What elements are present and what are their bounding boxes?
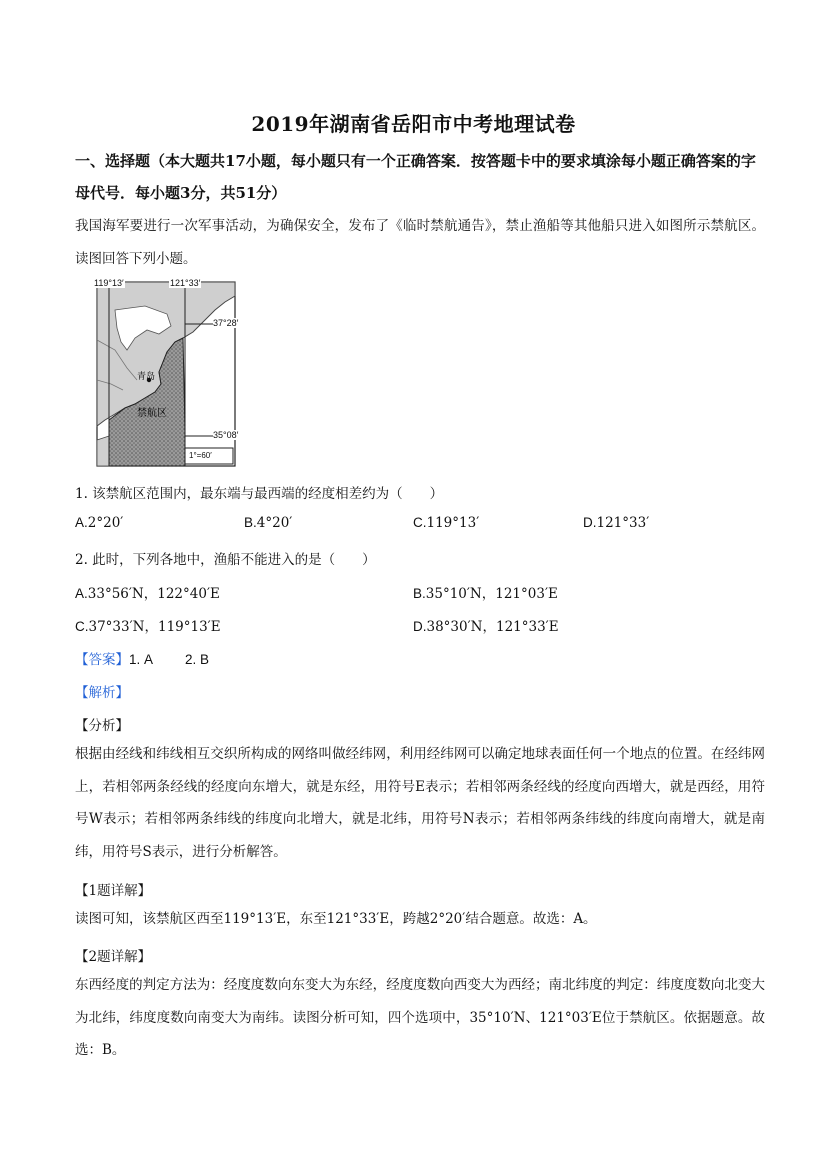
option-label: C. xyxy=(413,515,427,530)
land-south xyxy=(97,436,109,466)
answer-1: 1. A xyxy=(129,652,154,667)
section-heading: 一、选择题（本大题共17小题，每小题只有一个正确答案．按答题卡中的要求填涂每小题正确答案的字母代号．每小题3分，共51分） xyxy=(75,152,756,202)
q1-option-b xyxy=(244,515,292,531)
d1-text: 读图可知，该禁航区西至119°13′E，东至121°33′E，跨越2°20′结合题意。故选：A。 xyxy=(75,911,597,927)
map-figure xyxy=(75,280,237,468)
q1-stem: 1. 该禁航区范围内，最东端与最西端的经度相差约为（ ） xyxy=(75,486,444,502)
option-label: A. xyxy=(75,515,88,530)
map-zone-label: 禁航区 xyxy=(137,408,167,419)
q1-option-a xyxy=(75,515,123,531)
option-text: 38°30′N，121°33′E xyxy=(426,619,559,635)
option-text: 37°33′N，119°13′E xyxy=(88,619,221,635)
option-text: 4°20′ xyxy=(256,515,293,531)
option-text: 2°20′ xyxy=(87,515,124,531)
fenxi-text: 根据由经线和纬线相互交织所构成的网络叫做经纬网，利用经纬网可以确定地球表面任何一个地点的位置。在经纬网上，若相邻两条经线的经度向东增大，就是东经，用符号E表示；若相邻两条经线的经度向西增大，就是西经，用符号W表示；若相邻两条纬线的纬度向北增大，就是北纬，用符号N表示；若相邻两条纬线的纬度向南增大，就是南纬，用符号S表示，进行分析解答。 xyxy=(75,746,765,860)
answer-tag: 【答案】 xyxy=(75,652,129,667)
fenxi-tag: 【分析】 xyxy=(75,718,129,734)
option-text: 33°56′N，122°40′E xyxy=(87,586,220,602)
d2-tag: 【2题详解】 xyxy=(75,949,152,965)
option-text: 121°33′ xyxy=(596,515,650,531)
q2-option-b xyxy=(413,582,558,602)
map-lat-bottom: 35°08′ xyxy=(213,430,239,440)
option-label: D. xyxy=(413,619,427,634)
q1-option-c xyxy=(413,515,479,531)
q2-option-a xyxy=(75,582,220,602)
option-label: C. xyxy=(75,619,89,634)
map-scale-label: 1°=60′ xyxy=(189,451,212,460)
page-title: 2019年湖南省岳阳市中考地理试卷 xyxy=(251,112,576,136)
option-label: B. xyxy=(244,515,257,530)
map-city-label: 青岛 xyxy=(137,372,156,382)
map-lon-left: 119°13′ xyxy=(94,278,124,288)
q2-option-c xyxy=(75,615,221,635)
q2-option-d xyxy=(413,615,559,635)
answer-line xyxy=(75,648,209,668)
option-text: 119°13′ xyxy=(426,515,480,531)
answer-2: 2. B xyxy=(185,652,210,667)
d2-text: 东西经度的判定方法为：经度度数向东变大为东经，经度度数向西变大为西经；南北纬度的判定：纬度度数向北变大为北纬，纬度度数向南变大为南纬。读图分析可知，四个选项中，35°10′N、121°03′E位于禁航区。依据题意。故选：B。 xyxy=(75,977,765,1058)
map-lon-right: 121°33′ xyxy=(170,278,201,288)
q1-option-d xyxy=(583,515,649,531)
q2-stem: 2. 此时，下列各地中，渔船不能进入的是（ ） xyxy=(75,552,376,568)
option-label: A. xyxy=(75,586,88,601)
option-label: D. xyxy=(583,515,597,530)
question-stem: 我国海军要进行一次军事活动，为确保安全，发布了《临时禁航通告》，禁止渔船等其他船只进入如图所示禁航区。读图回答下列小题。 xyxy=(75,218,765,267)
option-label: B. xyxy=(413,586,426,601)
option-text: 35°10′N，121°03′E xyxy=(425,586,558,602)
analysis-tag: 【解析】 xyxy=(75,685,129,700)
map-lat-top: 37°28′ xyxy=(213,318,239,328)
d1-tag: 【1题详解】 xyxy=(75,883,152,899)
